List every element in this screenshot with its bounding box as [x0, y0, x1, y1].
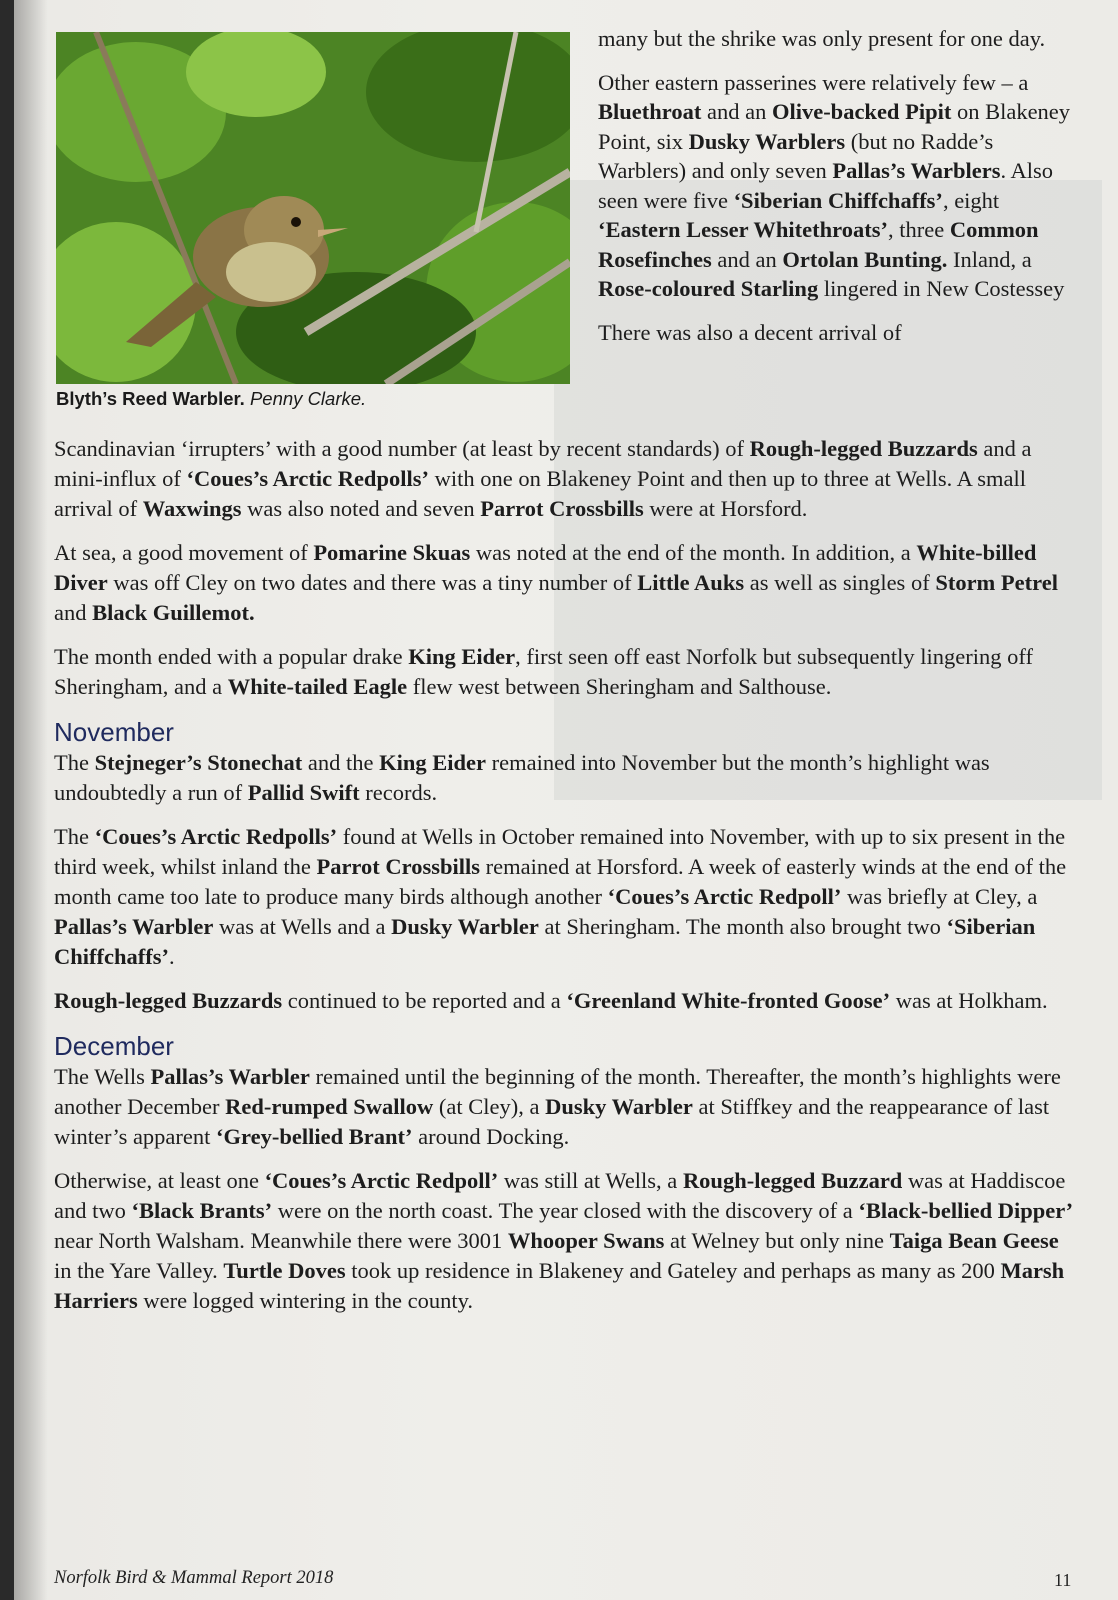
- text-run: was off Cley on two dates and there was a tiny number of: [107, 570, 638, 595]
- species-name: Whooper Swans: [507, 1228, 665, 1253]
- text-run: and a mini-influx of: [54, 436, 1032, 491]
- paragraph: [598, 24, 1078, 54]
- text-run: At sea, a good movement of: [54, 540, 314, 565]
- species-name: Rose-coloured Starling: [598, 276, 819, 301]
- species-name: Rough-legged Buzzards: [749, 436, 978, 461]
- text-run: and: [54, 600, 93, 625]
- species-name: ‘Coues’s Arctic Redpoll’: [264, 1168, 499, 1193]
- species-name: Pallas’s Warbler: [150, 1064, 310, 1089]
- text-run: remained until the beginning of the month. Thereafter, the month’s highlights were another December: [54, 1064, 1061, 1119]
- text-run: and the: [302, 750, 380, 775]
- species-name: Ortolan Bunting.: [782, 246, 948, 272]
- text-run: near North Walsham. Meanwhile there were 3001: [54, 1228, 508, 1253]
- text-run: continued to be reported and a: [282, 988, 567, 1013]
- species-name: Dusky Warbler: [545, 1094, 693, 1119]
- paragraph: [54, 538, 1074, 628]
- text-run: was briefly at Cley, a: [841, 884, 1038, 909]
- text-run: were on the north coast. The year closed with the discovery of a: [272, 1198, 859, 1223]
- text-run: remained at Horsford. A week of easterly winds at the end of the month came too late to produce many birds although another: [54, 854, 1067, 909]
- text-run: . Also seen were five: [598, 158, 1054, 213]
- text-run: .: [168, 944, 175, 969]
- text-run: was at Haddiscoe and two: [54, 1168, 1066, 1223]
- species-name: Olive-backed Pipit: [771, 99, 952, 124]
- species-name: Pallas’s Warblers: [832, 158, 1001, 183]
- paragraph: [54, 822, 1074, 972]
- text-run: were logged wintering in the county.: [137, 1288, 474, 1313]
- text-run: many but the shrike was only present for one day.: [598, 26, 1046, 51]
- species-name: Red-rumped Swallow: [225, 1094, 434, 1119]
- text-run: as well as singles of: [744, 570, 936, 595]
- paragraph: [54, 748, 1074, 808]
- species-name: ‘Coues’s Arctic Redpoll’: [607, 884, 842, 909]
- paragraph: [54, 1166, 1074, 1316]
- species-name: Parrot Crossbills: [480, 496, 644, 521]
- caption-credit: Penny Clarke.: [249, 388, 367, 409]
- species-name: Little Auks: [637, 570, 745, 595]
- text-run: was still at Wells, a: [498, 1168, 683, 1193]
- text-run: Otherwise, at least one: [54, 1168, 265, 1193]
- report-page: [14, 0, 1118, 1600]
- paragraph: [54, 434, 1074, 524]
- photo-caption: [56, 388, 576, 410]
- species-name: Turtle Doves: [223, 1258, 346, 1283]
- species-name: ‘Black-bellied Dipper’: [858, 1198, 1074, 1223]
- text-run: were at Horsford.: [643, 496, 808, 521]
- text-run: was also noted and seven: [241, 496, 481, 521]
- text-run: and an: [701, 99, 772, 124]
- text-run: The Wells: [54, 1064, 151, 1089]
- section-heading-december: December: [54, 1031, 174, 1061]
- species-name: Dusky Warbler: [391, 914, 539, 939]
- paragraph: [598, 318, 1078, 348]
- species-name: Pomarine Skuas: [313, 540, 471, 565]
- species-name: Common Rosefinches: [598, 217, 1039, 272]
- species-name: King Eider: [408, 644, 516, 669]
- text-run: flew west between Sheringham and Salthouse.: [407, 674, 832, 699]
- species-name: Rough-legged Buzzard: [682, 1168, 903, 1193]
- species-name: Pallid Swift: [247, 780, 360, 805]
- text-run: was at Wells and a: [213, 914, 392, 939]
- species-name: ‘Black Brants’: [131, 1198, 273, 1223]
- species-name: ‘Grey-bellied Brant’: [216, 1124, 413, 1149]
- text-run: on Blakeney Point, six: [598, 99, 1071, 154]
- species-name: Bluethroat: [598, 99, 702, 124]
- species-name: Stejneger’s Stonechat: [94, 750, 303, 775]
- text-run: was at Holkham.: [890, 988, 1048, 1013]
- spine-shadow: [14, 0, 48, 1600]
- text-run: (at Cley), a: [433, 1094, 546, 1119]
- species-name: ‘Siberian Chiffchaffs’: [733, 187, 943, 213]
- main-column-text: [54, 434, 1074, 1330]
- species-name: Dusky Warblers: [688, 128, 846, 154]
- species-name: ‘Siberian Chiffchaffs’: [54, 914, 1036, 969]
- bird-photo: [56, 32, 570, 384]
- species-name: Storm Petrel: [935, 570, 1058, 595]
- species-name: Parrot Crossbills: [316, 854, 480, 879]
- species-name: White-billed Diver: [54, 540, 1037, 595]
- text-run: found at Wells in October remained into November, with up to six present in the third week, whilst inland the: [54, 824, 1066, 879]
- species-name: King Eider: [379, 750, 487, 775]
- text-run: There was also a decent arrival of: [598, 319, 902, 345]
- text-run: at Welney but only nine: [664, 1228, 890, 1253]
- text-run: at Stiffkey and the reappearance of last winter’s apparent: [54, 1094, 1050, 1149]
- text-run: , eight: [942, 187, 1000, 213]
- species-name: ‘Coues’s Arctic Redpolls’: [94, 824, 338, 849]
- text-run: lingered in New Costessey: [818, 276, 1065, 301]
- text-run: (but no Radde’s Warblers) and only seven: [598, 128, 994, 183]
- species-name: Waxwings: [142, 496, 242, 521]
- text-run: remained into November but the month’s highlight was undoubtedly a run of: [54, 750, 990, 805]
- species-name: Rough-legged Buzzards: [54, 988, 283, 1013]
- text-run: in the Yare Valley.: [54, 1258, 224, 1283]
- species-name: Marsh Harriers: [54, 1258, 1065, 1313]
- text-run: , first seen off east Norfolk but subsequently lingering off Sheringham, and a: [54, 644, 1033, 699]
- species-name: Black Guillemot.: [92, 600, 255, 625]
- text-run: and an: [711, 246, 783, 272]
- text-run: The: [54, 750, 95, 775]
- text-run: , three: [887, 217, 950, 242]
- species-name: White-tailed Eagle: [227, 674, 408, 699]
- paragraph: [54, 642, 1074, 702]
- caption-species: Blyth’s Reed Warbler.: [56, 388, 245, 409]
- text-run: The month ended with a popular drake: [54, 644, 409, 669]
- species-name: ‘Eastern Lesser Whitethroats’: [598, 217, 888, 242]
- text-run: Scandinavian ‘irrupters’ with a good number (at least by recent standards) of: [54, 436, 750, 461]
- text-run: was noted at the end of the month. In addition, a: [470, 540, 917, 565]
- section-heading-november: November: [54, 717, 174, 747]
- species-name: ‘Coues’s Arctic Redpolls’: [186, 466, 429, 491]
- text-run: around Docking.: [412, 1124, 570, 1149]
- text-run: The: [54, 824, 95, 849]
- paragraph: [54, 1062, 1074, 1152]
- paragraph: [54, 986, 1074, 1016]
- text-run: took up residence in Blakeney and Gateley and perhaps as many as 200: [345, 1258, 1001, 1283]
- paragraph: [598, 68, 1078, 304]
- text-run: Inland, a: [947, 246, 1032, 272]
- text-run: records.: [359, 780, 438, 805]
- page-number: 11: [1054, 1570, 1072, 1590]
- species-name: Taiga Bean Geese: [889, 1228, 1059, 1253]
- species-name: ‘Greenland White-fronted Goose’: [566, 988, 891, 1013]
- warbler-illustration: [56, 32, 570, 384]
- text-run: Other eastern passerines were relatively few – a: [598, 69, 1029, 95]
- species-name: Pallas’s Warbler: [54, 914, 214, 939]
- right-column-text: [598, 24, 1078, 347]
- publication-title: Norfolk Bird & Mammal Report 2018: [54, 1568, 334, 1588]
- text-run: at Sheringham. The month also brought two: [538, 914, 947, 939]
- text-run: with one on Blakeney Point and then up to three at Wells. A small arrival of: [54, 466, 1027, 521]
